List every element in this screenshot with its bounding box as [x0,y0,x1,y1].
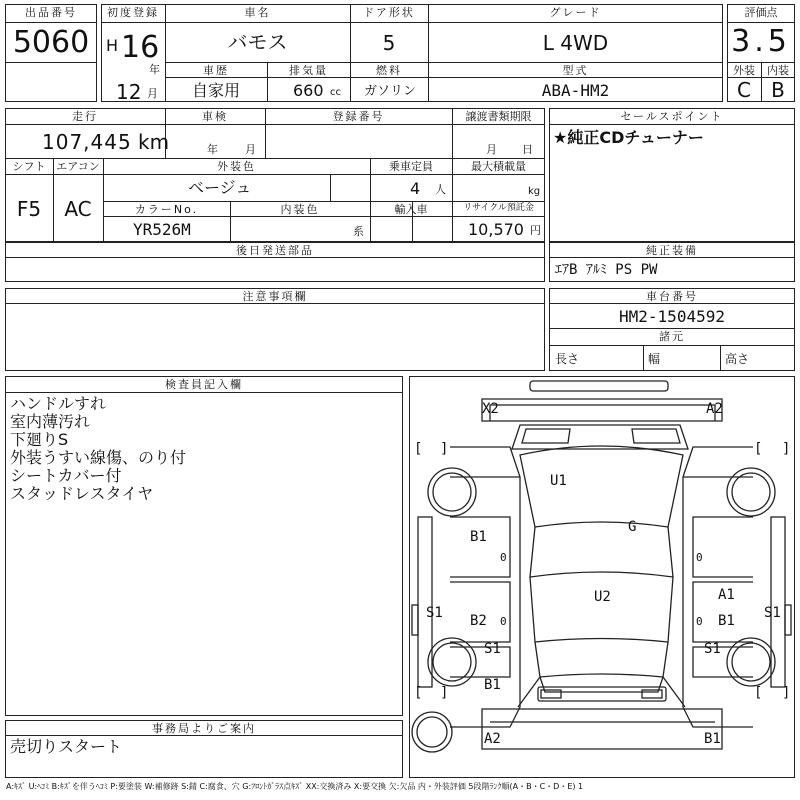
transfer-day-unit: 日 [522,143,533,156]
diagram-s1-right: S1 [764,605,781,621]
history: 自家用 [191,81,240,100]
diagram-b1-bottom: B1 [704,731,721,747]
doors: 5 [382,31,396,55]
diagram-zero: 0 [696,615,703,628]
load-label: 最大積載量 [471,160,526,173]
load-unit: kg [528,186,541,197]
inspector-line: スタッドレスタイヤ [10,484,154,503]
grade-label: グレード [549,6,602,19]
inspector-lines [10,395,186,503]
model: ABA-HM2 [541,81,610,100]
diagram-a1: A1 [718,587,735,603]
color-no-label: カラーNo. [134,203,199,216]
height-label: 高さ [725,352,750,366]
sales-label: セールスポイント [620,110,724,123]
fuel: ガソリン [364,84,417,99]
score: 3.5 [731,24,791,59]
inspector-line: 下廻りS [10,430,69,449]
diagram-u1: U1 [550,473,567,489]
diagram-b2: B2 [470,613,487,629]
diagram-bracket: [ [414,685,423,701]
displacement-unit: cc [330,87,341,98]
mileage-unit: km [138,130,170,154]
recycle: 10,570 [468,220,524,239]
diagram-bracket: ] [782,685,791,701]
shift-label: シフト [12,160,46,173]
ac-label: エアコン [56,160,100,173]
mileage-label: 走行 [72,110,98,123]
notes-label: 注意事項欄 [242,290,308,303]
office-text: 売切りスタート [10,737,123,756]
diagram-g: G [628,519,637,535]
office-label: 事務局よりご案内 [152,722,256,735]
capacity: 4 [410,179,421,198]
month-unit: 月 [147,87,158,100]
lot-number: 5060 [12,25,90,60]
score-label: 評価点 [744,6,778,19]
reg-year: 16 [121,30,160,65]
door-label: ドア形状 [363,6,415,19]
int-color-label: 内装色 [280,203,320,216]
history-label: 車歴 [203,64,229,77]
diagram-u2: U2 [594,589,611,605]
color-label: 外装色 [217,160,256,173]
ac: AC [64,197,92,221]
model-label: 型式 [562,64,589,77]
diagram-bracket: ] [782,441,791,457]
capacity-label: 乗車定員 [389,160,433,173]
era: H [106,36,119,55]
detail-box [5,108,545,242]
exterior-grade: C [737,78,751,102]
car-name: バモス [227,30,288,54]
shift: F5 [16,197,42,221]
inspector-line: 室内薄汚れ [10,412,91,431]
color: ベージュ [188,178,252,197]
reg-no-label: 登録番号 [332,110,385,123]
length-label: 長さ [555,352,580,366]
chassis-number: HM2-1504592 [619,307,725,326]
diagram-b1-left: B1 [470,529,487,545]
car-name-label: 車名 [244,6,271,19]
displacement: 660 [293,81,324,100]
car-outline-drawing [410,377,793,776]
color-no: YR526M [133,220,191,239]
diagram-bracket: ] [440,441,449,457]
diagram-bracket: [ [754,441,763,457]
diagram-a2-top: A2 [706,401,723,417]
recycle-unit: 円 [530,224,541,237]
year-unit: 年 [149,63,160,76]
diagram-bracket: [ [414,441,423,457]
grade: L 4WD [542,31,609,55]
sales-text: ★純正CDチューナー [553,128,704,147]
import-label: 輸入車 [394,203,428,216]
diagram-zero: 0 [500,551,507,564]
insp-year-unit: 年 [207,143,218,156]
diagram-a2-bottom: A2 [484,731,501,747]
chassis-label: 車台番号 [646,290,698,303]
mileage: 107,445 [42,130,132,154]
diagram-s1-wheel-right: S1 [704,641,721,657]
diagram-zero: 0 [500,615,507,628]
first-reg-label: 初度登録 [107,6,159,19]
specs-label: 諸元 [659,330,685,343]
diagram-bracket: [ [754,685,763,701]
transfer-month-unit: 月 [486,143,497,156]
diagram-zero: 0 [696,551,703,564]
diagram-bracket: ] [440,685,449,701]
width-label: 幅 [648,352,661,366]
interior-grade: B [771,78,785,102]
capacity-unit: 人 [435,183,446,196]
diagram-x2: X2 [482,401,499,417]
insp-month-unit: 月 [245,143,256,156]
recycle-label: リサイクル預託金 [463,203,534,213]
later-parts-label: 後日発送部品 [236,244,314,257]
inspector-label: 検査員記入欄 [165,378,243,391]
exterior-label: 外装 [733,64,755,77]
legend: A:ｷｽﾞ U:ﾍｺﾐ B:ｷｽﾞを伴うﾍｺﾐ P:要塗装 W:補修跡 S:錆 C:腐食、穴 G:ﾌﾛﾝﾄｶﾞﾗｽ点ｷｽﾞ XX:交換済み X:要交換 欠:欠品 内・外装評価 5段階ﾗﾝｸ順(A・B・C・D・E) 1 [6,782,584,791]
inspection-label: 車検 [202,110,228,123]
diagram-s1-wheel-left: S1 [484,641,501,657]
lot-label: 出品番号 [25,6,77,19]
interior-label: 内装 [767,64,789,77]
fuel-label: 燃料 [376,64,402,77]
diagram-s1-left: S1 [426,605,443,621]
inspector-line: ハンドルすれ [10,394,107,413]
displacement-label: 排気量 [289,64,328,77]
diagram-b1-lower: B1 [484,677,501,693]
inspector-line: シートカバー付 [10,466,122,485]
damage-diagram [409,376,795,778]
reg-month: 12 [116,80,142,104]
transfer-label: 譲渡書類期限 [465,110,532,123]
diagram-b1-right: B1 [718,613,735,629]
equipment-label: 純正装備 [646,244,698,257]
equipment-text: ｴｱB ｱﾙﾐ PS PW [555,262,658,278]
int-color-unit: 系 [353,225,364,238]
inspector-line: 外装うすい線傷、のり付 [10,448,187,467]
